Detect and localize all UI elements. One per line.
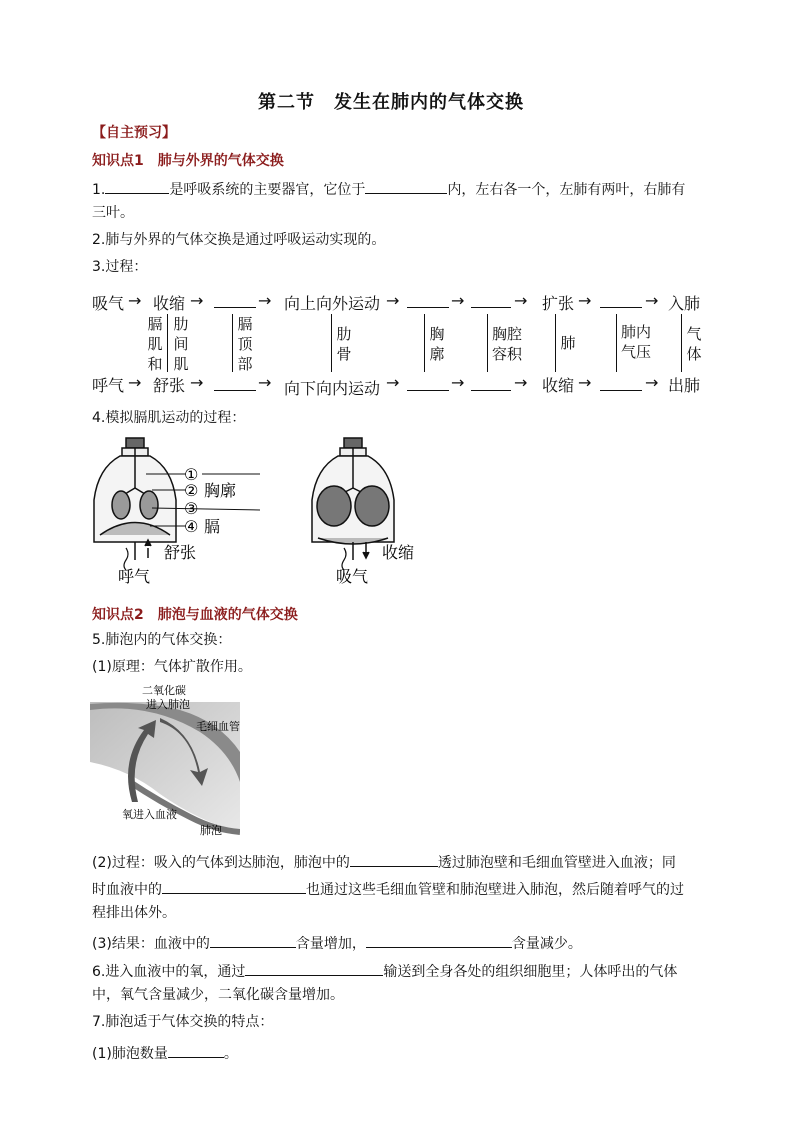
knowledge-point-1-heading: 知识点1 肺与外界的气体交换 (92, 153, 284, 169)
question-5: 5.肺泡内的气体交换： (92, 632, 232, 648)
q7-1-text: (1)肺泡数量 (92, 1046, 168, 1062)
relax-label: 舒张 (164, 543, 197, 562)
process-text-c: 时血液中的 (92, 882, 162, 898)
flow-arrow: → (128, 291, 142, 310)
question-6-line-1 (92, 961, 677, 979)
marker-4: ④ (184, 517, 199, 536)
bell-jar-model-figure (90, 430, 450, 590)
q7-1-end: 。 (223, 1046, 238, 1062)
blank-flow-4[interactable] (600, 307, 642, 308)
marker-2: ② (184, 481, 199, 500)
flow-arrow: → (190, 291, 204, 310)
blank-flow-2[interactable] (407, 307, 449, 308)
fig-alveolus-label: 肺泡 (200, 824, 222, 837)
flow-arrow: → (451, 291, 465, 310)
flow-arrow: → (258, 291, 272, 310)
flow-exhale: 呼气 (92, 376, 125, 395)
blank-decrease[interactable] (366, 933, 512, 948)
divider (487, 314, 488, 372)
flow-arrow: → (514, 373, 528, 392)
flow-arrow: → (258, 373, 272, 392)
fig-co2-label: 二氧化碳 (142, 684, 186, 697)
blank-flow-7[interactable] (471, 390, 511, 391)
blank-flow-5[interactable] (214, 390, 256, 391)
question-1-text-a: 是呼吸系统的主要器官，它位于 (169, 182, 366, 198)
fig-capillary-label: 毛细血管 (196, 720, 240, 733)
flow-relax: 舒张 (153, 376, 186, 395)
q6-text-a: 6.进入血液中的氧，通过 (92, 964, 246, 980)
preview-label: 【自主预习】 (92, 125, 176, 141)
col-diaphragm-top: 膈 顶 部 (237, 315, 253, 373)
divider (167, 314, 168, 372)
flow-out-lung: 出肺 (668, 376, 701, 395)
flow-arrow: → (386, 291, 400, 310)
question-6-line-2: 中，氧气含量减少，二氧化碳含量增加。 (92, 987, 344, 1003)
col-thorax: 胸 廓 (429, 325, 445, 363)
flow-expand: 扩张 (542, 294, 575, 313)
question-1-line-1 (92, 179, 685, 197)
knowledge-point-2-heading: 知识点2 肺泡与血液的气体交换 (92, 607, 298, 623)
fig-co2-label-2: 进入肺泡 (146, 698, 190, 711)
question-2: 2.肺与外界的气体交换是通过呼吸运动实现的。 (92, 232, 386, 248)
alveolus-figure (90, 682, 240, 842)
flow-down-in: 向下向内运动 (284, 379, 381, 398)
flow-arrow: → (645, 373, 659, 392)
process-line-2 (92, 879, 684, 897)
question-7-item-1 (92, 1043, 238, 1061)
flow-arrow: → (514, 291, 528, 310)
result-line (92, 933, 582, 951)
blank-lung-organ[interactable] (105, 179, 169, 194)
q6-text-b: 输送到全身各处的组织细胞里；人体呼出的气体 (383, 964, 678, 980)
blank-blood-gas[interactable] (162, 879, 306, 894)
flow-arrow: → (386, 373, 400, 392)
blank-transport[interactable] (245, 961, 383, 976)
flow-arrow: → (128, 373, 142, 392)
blank-increase[interactable] (210, 933, 296, 948)
marker-4-label: 膈 (204, 517, 221, 536)
question-1-text-b: 内，左右各一个，左肺有两叶，右肺有 (447, 182, 686, 198)
result-text-b: 含量增加， (295, 936, 366, 952)
blank-flow-3[interactable] (471, 307, 511, 308)
process-line-1 (92, 852, 676, 870)
blank-flow-1[interactable] (214, 307, 256, 308)
flow-arrow: → (578, 373, 592, 392)
flow-into-lung: 入肺 (668, 294, 701, 313)
blank-alveolus-count[interactable] (168, 1043, 224, 1058)
divider (681, 314, 682, 372)
marker-2-label: 胸廓 (204, 481, 237, 500)
blank-alveolus-gas[interactable] (350, 852, 438, 867)
flow-arrow: → (645, 291, 659, 310)
process-line-3: 程排出体外。 (92, 905, 176, 921)
inhale-label: 吸气 (336, 567, 369, 586)
question-1-line-2: 三叶。 (92, 205, 134, 221)
blank-flow-8[interactable] (600, 390, 642, 391)
question-3: 3.过程： (92, 259, 148, 275)
result-text-c: 含量减少。 (511, 936, 582, 952)
page-title: 第二节 发生在肺内的气体交换 (258, 92, 524, 113)
col-lung-pressure: 肺内 气压 (620, 323, 651, 361)
flow-arrow: → (578, 291, 592, 310)
exhale-label: 呼气 (118, 567, 151, 586)
fig-o2-label: 氧进入血液 (122, 808, 177, 821)
col-lung: 肺 (560, 334, 576, 352)
flow-up-out: 向上向外运动 (284, 294, 381, 313)
flow-shrink: 收缩 (542, 376, 575, 395)
result-text-a: (3)结果：血液中的 (92, 936, 210, 952)
col-diaphragm-muscle: 膈 肌 和 (147, 315, 163, 373)
col-chest-volume: 胸腔 容积 (491, 325, 522, 363)
question-1-number: 1. (92, 182, 106, 198)
process-text-b: 透过肺泡壁和毛细血管壁进入血液；同 (437, 855, 676, 871)
blank-flow-6[interactable] (407, 390, 449, 391)
flow-contract: 收缩 (153, 294, 186, 313)
flow-arrow: → (190, 373, 204, 392)
blank-lung-location[interactable] (365, 179, 447, 194)
contract-label: 收缩 (382, 543, 415, 562)
divider (424, 314, 425, 372)
process-text-a: (2)过程：吸入的气体到达肺泡，肺泡中的 (92, 855, 350, 871)
question-4: 4.模拟膈肌运动的过程： (92, 410, 246, 426)
divider (232, 314, 233, 372)
col-gas: 气 体 (686, 325, 702, 363)
divider (616, 314, 617, 372)
process-text-d: 也通过这些毛细血管壁和肺泡壁进入肺泡，然后随着呼气的过 (306, 882, 684, 898)
divider (555, 314, 556, 372)
col-intercostal-muscle: 肋 间 肌 (173, 315, 189, 373)
flow-inhale: 吸气 (92, 294, 125, 313)
question-7: 7.肺泡适于气体交换的特点： (92, 1014, 274, 1030)
marker-3: ③ (184, 499, 199, 518)
divider (331, 314, 332, 372)
principle: (1)原理：气体扩散作用。 (92, 659, 252, 675)
col-ribs: 肋 骨 (336, 325, 352, 363)
flow-arrow: → (451, 373, 465, 392)
marker-1: ① (184, 465, 199, 484)
